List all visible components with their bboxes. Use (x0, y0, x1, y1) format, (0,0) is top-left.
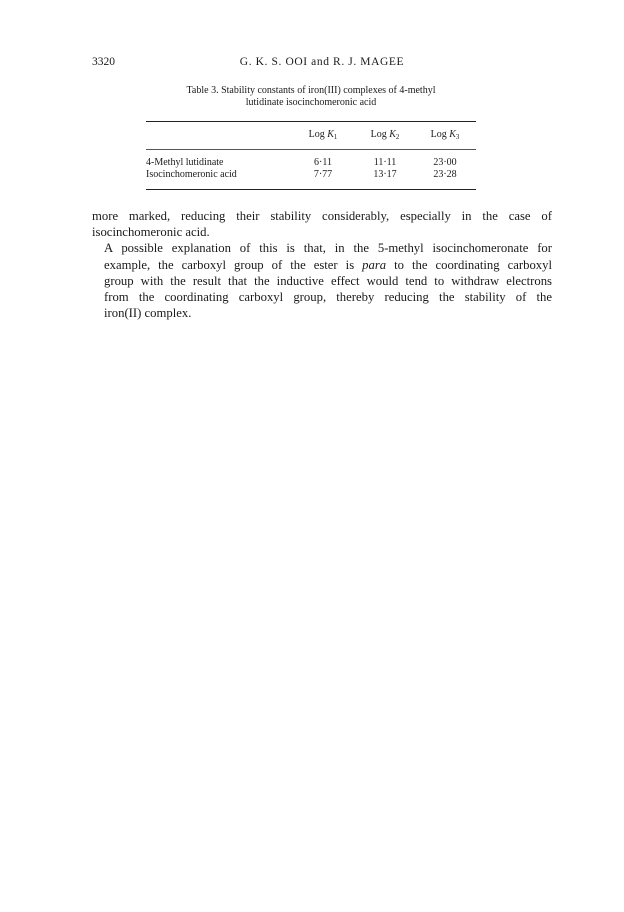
table-body (146, 157, 476, 181)
cell-log-k2: 13·17 (373, 169, 397, 180)
text-line: A possible explanation of this is that, in the 5-methyl isocinchomeronate for (104, 241, 552, 256)
running-header (92, 56, 552, 72)
table-bottom-rule (146, 189, 476, 190)
cell-log-k3: 23·00 (433, 157, 457, 168)
table-caption (146, 85, 476, 109)
table-row (146, 157, 476, 169)
row-name: 4-Methyl lutidinate (146, 157, 224, 168)
text-line: group with the result that the inductive effect would tend to withdraw electrons (104, 273, 552, 288)
table-header (146, 129, 476, 143)
text-line: isocinchomeronic acid. (92, 225, 210, 240)
cell-log-k3: 23·28 (433, 169, 457, 180)
cell-log-k2: 11·11 (373, 157, 397, 168)
row-name: Isocinchomeronic acid (146, 169, 237, 180)
table-row (146, 169, 476, 181)
text-line: iron(II) complex. (104, 306, 192, 321)
cell-log-k1: 6·11 (314, 157, 332, 168)
running-authors: G. K. S. OOI and R. J. MAGEE (239, 56, 405, 68)
cell-log-k1: 7·77 (313, 169, 333, 180)
body-text (92, 208, 552, 321)
column-header-log-k1: Log $K_1$ (308, 129, 338, 141)
row-label-header (146, 129, 290, 143)
page-number: 3320 (92, 56, 115, 68)
table-top-rule (146, 121, 476, 122)
text-line: more marked, reducing their stability considerably, especially in the case of (92, 209, 552, 223)
column-header-log-k2: Log $K_2$ (370, 129, 400, 141)
emphasis-para: para (362, 257, 387, 272)
table-caption-line-2: lutidinate isocinchomeronic acid (245, 97, 377, 108)
paragraph (92, 240, 552, 321)
table-header-rule (146, 149, 476, 150)
paragraph (92, 208, 552, 240)
table-caption-line-1: Table 3. Stability constants of iron(III) complexes of 4-methyl (186, 85, 436, 96)
text-line: from the coordinating carboxyl group, thereby reducing the stability of the (104, 290, 552, 305)
text-line: example, the carboxyl group of the ester is para to the coordinating carboxyl (104, 257, 552, 272)
column-header-log-k3: Log $K_3$ (430, 129, 460, 141)
